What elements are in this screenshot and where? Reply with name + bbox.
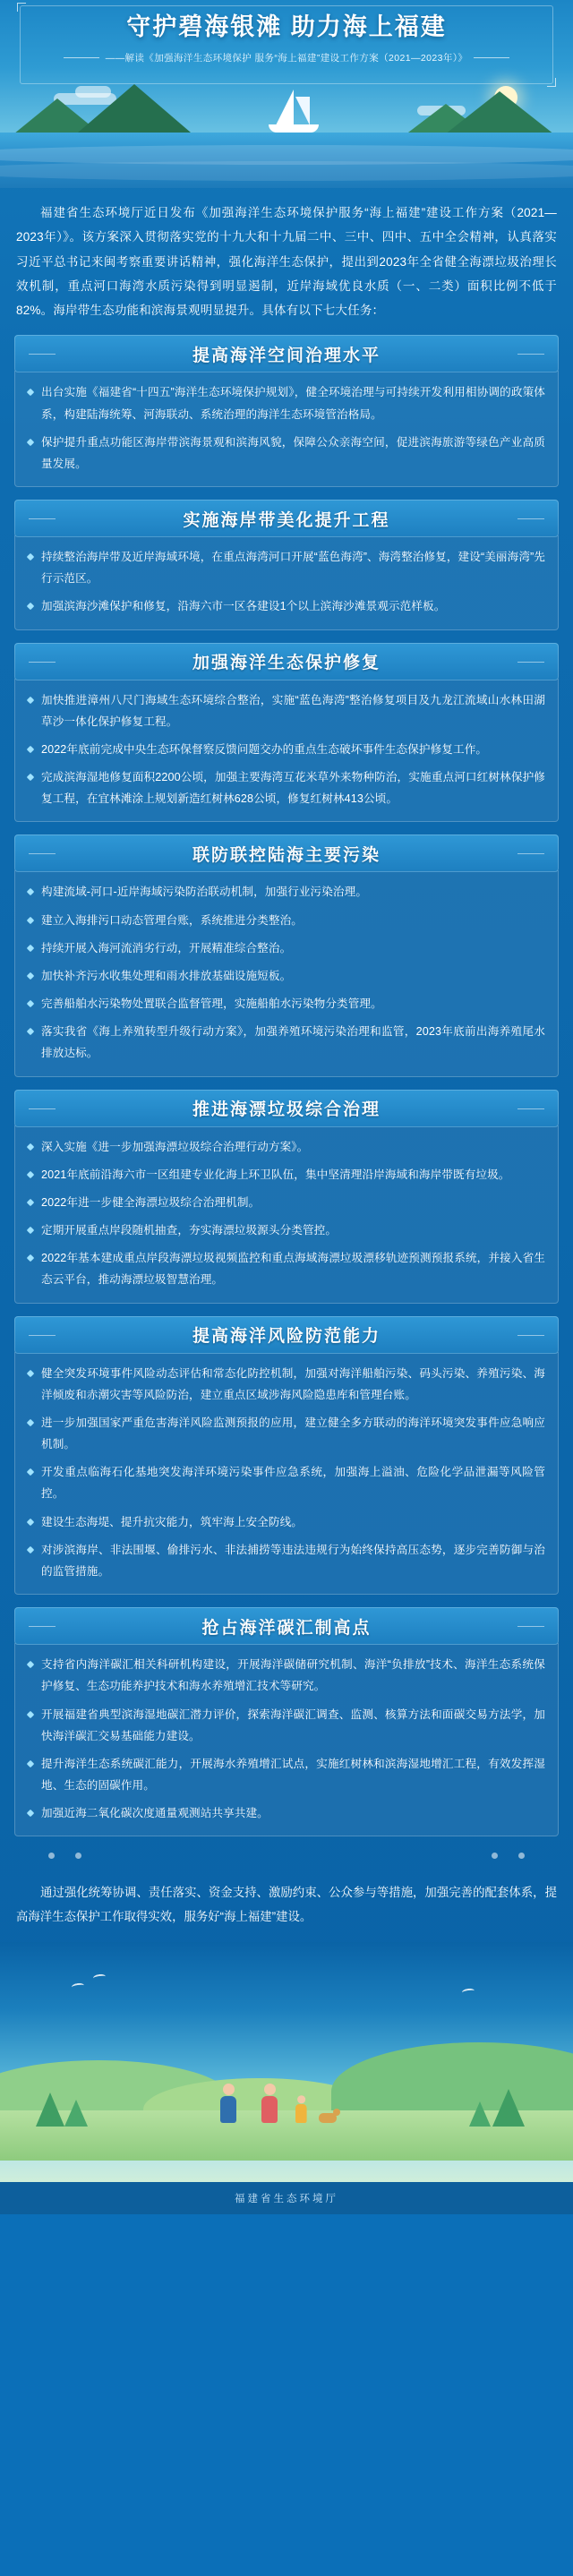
section-title: 联防联控陆海主要污染 [192, 845, 381, 865]
section-5 [14, 1090, 559, 1304]
list-item: 持续开展入海河流消劣行动，开展精准综合整治。 [28, 937, 545, 959]
list-item: 提升海洋生态系统碳汇能力，开展海水养殖增汇试点，实施红树林和滨海湿地增汇工程，有效发挥湿地、生态的固碳作用。 [28, 1753, 545, 1796]
bird-icon [93, 1973, 107, 1981]
bird-icon [72, 1982, 85, 1990]
section-1 [14, 335, 559, 487]
family-figures-icon [220, 2084, 236, 2123]
list-item: 对涉滨海岸、非法围堰、偷排污水、非法捕捞等违法违规行为始终保持高压态势，逐步完善防御与治的监管措施。 [28, 1539, 545, 1582]
section-body [14, 870, 559, 1076]
family-figures-icon [261, 2084, 278, 2123]
section-title: 抢占海洋碳汇制高点 [201, 1618, 372, 1638]
list-item: 2022年基本建成重点岸段海漂垃圾视频监控和重点海域海漂垃圾漂移轨迹预测预报系统，并接入省生态云平台，推动海漂垃圾智慧治理。 [28, 1247, 545, 1290]
section-2 [14, 500, 559, 630]
section-header [14, 1316, 559, 1354]
footer-source: 福建省生态环境厅 [235, 2194, 338, 2204]
list-item: 加快推进漳州八尺门海域生态环境综合整治，实施“蓝色海湾”整治修复项目及九龙江流域山水林田湖草沙一体化保护修复工程。 [28, 689, 545, 732]
section-header [14, 643, 559, 680]
section-header [14, 335, 559, 372]
tree-icon [36, 2092, 64, 2127]
section-body [14, 535, 559, 630]
list-item: 开发重点临海石化基地突发海洋环境污染事件应急系统，加强海上溢油、危险化学品泄漏等风险管控。 [28, 1461, 545, 1504]
page-subtitle [36, 51, 537, 64]
list-item: 健全突发环境事件风险动态评估和常态化防控机制，加强对海洋船舶污染、码头污染、养殖污染、海洋倾废和赤潮灾害等风险防治，建立重点区域涉海风险隐患库和管理台账。 [28, 1363, 545, 1406]
section-title: 提高海洋空间治理水平 [192, 346, 381, 365]
list-item: 深入实施《进一步加强海漂垃圾综合治理行动方案》。 [28, 1136, 545, 1158]
section-title: 实施海岸带美化提升工程 [183, 510, 390, 530]
section-3 [14, 643, 559, 823]
dog-icon [319, 2113, 337, 2123]
section-4 [14, 834, 559, 1076]
mountain-icon [72, 84, 197, 138]
list-item: 持续整治海岸带及近岸海域环境，在重点海湾河口开展“蓝色海湾”、海湾整治修复，建设“美丽海湾”先行示范区。 [28, 546, 545, 589]
list-item: 落实我省《海上养殖转型升级行动方案》，加强养殖环境污染治理和监管，2023年底前出海养殖尾水排放达标。 [28, 1021, 545, 1064]
list-item: 完成滨海湿地修复面积2200公顷，加强主要海湾互花米草外来物种防治，实施重点河口红树林保护修复工程，在宜林滩涂上规划新造红树林628公顷，修复红树林413公顷。 [28, 766, 545, 809]
list-item: 建设生态海堤、提升抗灾能力，筑牢海上安全防线。 [28, 1511, 545, 1533]
list-item: 保护提升重点功能区海岸带滨海景观和滨海风貌，保障公众亲海空间，促进滨海旅游等绿色产业高质量发展。 [28, 432, 545, 475]
decorative-dots [13, 1845, 560, 1863]
list-item: 加强滨海沙滩保护和修复，沿海六市一区各建设1个以上滨海沙滩景观示范样板。 [28, 595, 545, 617]
list-item: 加快补齐污水收集处理和雨水排放基础设施短板。 [28, 965, 545, 987]
list-item: 开展福建省典型滨海湿地碳汇潜力评价，探索海洋碳汇调查、监测、核算方法和面碳交易方法学，加快海洋碳汇交易基础能力建设。 [28, 1704, 545, 1747]
section-title: 加强海洋生态保护修复 [192, 654, 381, 673]
intro-paragraph: 福建省生态环境厅近日发布《加强海洋生态环境保护服务“海上福建”建设工作方案（2021—2023年）》。该方案深入贯彻落实党的十九大和十九届二中、三中、四中、五中全会精神，认真落实习近平总书记来闽考察重要讲话精神，强化海洋生态保护，提出到2023年全省健全海漂垃圾治理长效机制，重点河口海湾水质污染得到明显遏制，近岸海域优良水质（一、二类）面积比例不低于82%。海岸带生态功能和滨海景观明显提升。具体有以下七大任务： [16, 206, 557, 318]
bird-icon [462, 1988, 475, 1996]
conclusion-paragraph: 通过强化统筹协调、责任落实、资金支持、激励约束、公众参与等措施，加强完善的配套体系，提高海洋生态保护工作取得实效，服务好“海上福建”建设。 [16, 1886, 557, 1924]
mountain-icon [440, 91, 559, 138]
list-item: 进一步加强国家严重危害海洋风险监测预报的应用，建立健全多方联动的海洋环境突发事件应急响应机制。 [28, 1412, 545, 1455]
section-body [14, 1643, 559, 1836]
section-body [14, 1352, 559, 1596]
list-item: 构建流域-河口-近岸海域污染防治联动机制，加强行业污染治理。 [28, 881, 545, 903]
sea-waves-icon [0, 133, 573, 188]
page-title: 守护碧海银滩 助力海上福建 [126, 13, 447, 40]
list-item: 2022年底前完成中央生态环保督察反馈问题交办的重点生态破坏事件生态保护修复工作。 [28, 739, 545, 760]
section-body [14, 679, 559, 823]
footer-bar [0, 2182, 573, 2214]
section-header [14, 834, 559, 872]
list-item: 建立入海排污口动态管理台账，系统推进分类整治。 [28, 910, 545, 931]
section-body [14, 1125, 559, 1304]
list-item: 出台实施《福建省“十四五”海洋生态环境保护规划》，健全环境治理与可持续开发利用相协调的政策体系，构建陆海统筹、河海联动、系统治理的海洋生态环境管治格局。 [28, 381, 545, 424]
title-block [36, 13, 537, 64]
rule-left [64, 57, 99, 58]
section-header [14, 500, 559, 537]
list-item: 2021年底前沿海六市一区组建专业化海上环卫队伍，集中坚清理沿岸海域和海岸带既有垃圾。 [28, 1164, 545, 1185]
section-title: 推进海漂垃圾综合治理 [192, 1100, 381, 1120]
family-figures-icon [295, 2095, 307, 2123]
list-item: 加强近海二氧化碳次度通量观测站共享共建。 [28, 1802, 545, 1824]
header-banner [0, 0, 573, 188]
section-7 [14, 1607, 559, 1836]
list-item: 支持省内海洋碳汇相关科研机构建设，开展海洋碳储研究机制、海洋“负排放”技术、海洋生态系统保护修复、生态功能养护技术和海水养殖增汇技术等研究。 [28, 1654, 545, 1697]
section-header [14, 1607, 559, 1645]
list-item: 完善船舶水污染物处置联合监督管理，实施船舶水污染物分类管理。 [28, 993, 545, 1014]
list-item: 定期开展重点岸段随机抽查，夯实海漂垃圾源头分类管控。 [28, 1220, 545, 1241]
tree-icon [64, 2100, 88, 2127]
tree-icon [492, 2089, 525, 2127]
content-area [0, 201, 573, 1930]
section-title: 提高海洋风险防范能力 [192, 1327, 381, 1347]
section-6 [14, 1316, 559, 1596]
tree-icon [469, 2101, 491, 2127]
section-header [14, 1090, 559, 1127]
subtitle-text: ——解读《加强海洋生态环境保护 服务“海上福建”建设工作方案（2021—2023年）》 [105, 52, 468, 64]
footer-illustration [0, 1942, 573, 2182]
section-body [14, 371, 559, 487]
rule-right [474, 57, 509, 58]
list-item: 2022年进一步健全海漂垃圾综合治理机制。 [28, 1192, 545, 1213]
